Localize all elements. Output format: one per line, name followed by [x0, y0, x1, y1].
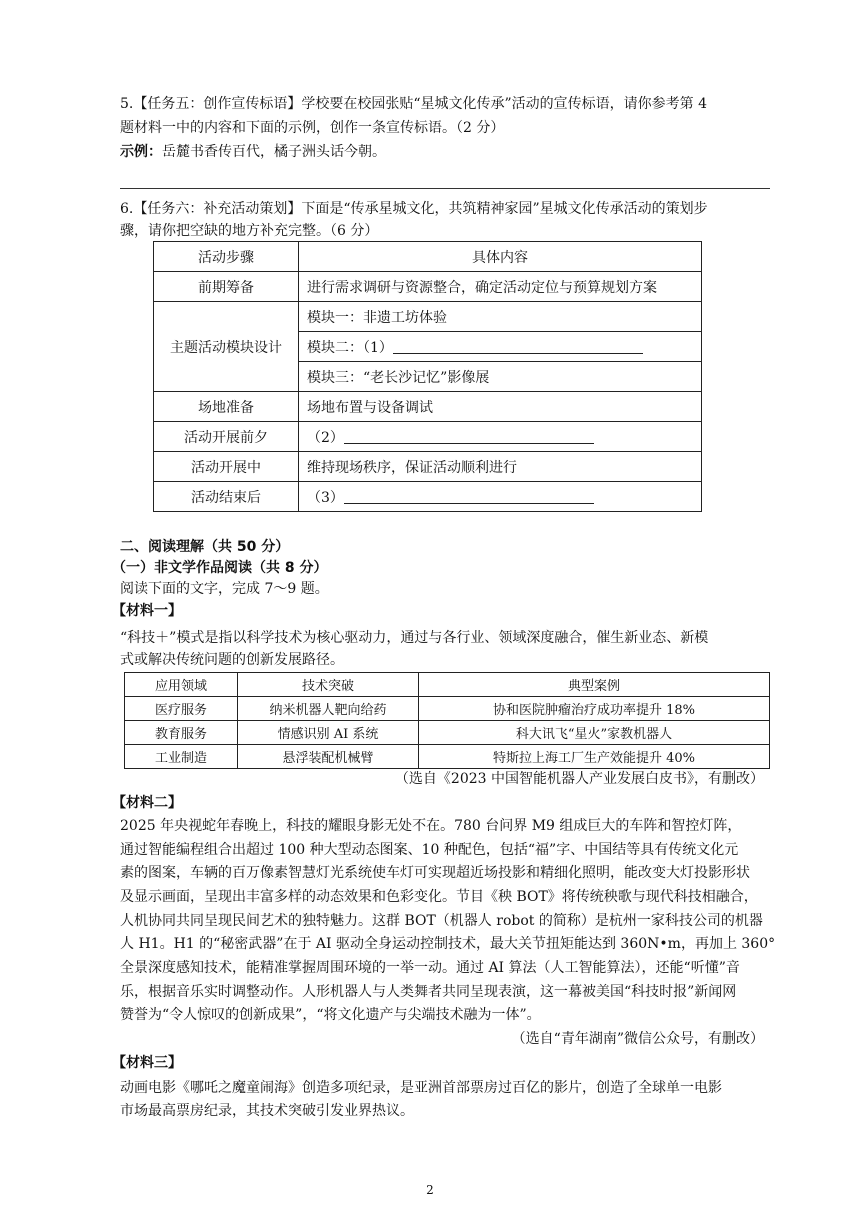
tech-cell: 协和医院肿瘤治疗成功率提升 18%	[419, 697, 770, 721]
material1-line2: 式或解决传统问题的创新发展路径。	[120, 652, 344, 668]
plan-content: 模块一：非遗工坊体验	[299, 302, 702, 332]
activity-plan-table	[153, 241, 702, 512]
task6-line1: 6.【任务六：补充活动策划】下面是“传承星城文化，共筑精神家园”星城文化传承活动的策划步	[120, 201, 708, 217]
blank-label: （2）	[307, 429, 344, 446]
blank-line[interactable]	[393, 339, 643, 354]
material3-line1: 动画电影《哪吒之魔童闹海》创造多项纪录，是亚洲首部票房过百亿的影片，创造了全球单一电影	[120, 1080, 722, 1096]
blank-line[interactable]	[344, 489, 594, 504]
tech-cell: 科大讯飞“星火”家教机器人	[419, 721, 770, 745]
task5-line2: 题材料一中的内容和下面的示例，创作一条宣传标语。（2 分）	[120, 120, 505, 136]
tech-cell: 工业制造	[125, 745, 238, 769]
plan-content: 进行需求调研与资源整合，确定活动定位与预算规划方案	[299, 272, 702, 302]
example-text: 岳麓书香传百代，橘子洲头话今朝。	[162, 144, 386, 160]
task5-example	[120, 141, 386, 163]
instruction: 阅读下面的文字，完成 7～9 题。	[120, 581, 329, 597]
material1-source: （选自《2023 中国智能机器人产业发展白皮书》，有删改）	[394, 771, 764, 787]
plan-step: 主题活动模块设计	[154, 302, 299, 392]
tech-header: 技术突破	[238, 673, 419, 697]
plan-content: 维持现场秩序，保证活动顺利进行	[299, 452, 702, 482]
plan-content: 模块三：“老长沙记忆”影像展	[299, 362, 702, 392]
tech-header: 应用领域	[125, 673, 238, 697]
tech-cell: 医疗服务	[125, 697, 238, 721]
plan-content-blank-2[interactable]	[299, 422, 702, 452]
plan-content-blank-1[interactable]	[299, 332, 702, 362]
answer-line	[120, 188, 770, 189]
material2-line: 及显示画面，呈现出丰富多样的动态效果和色彩变化。节目《秧 BOT》将传统秧歌与现代科技相融合，	[120, 889, 758, 905]
tech-cell: 教育服务	[125, 721, 238, 745]
tech-header: 典型案例	[419, 673, 770, 697]
plan-step: 活动开展前夕	[154, 422, 299, 452]
material2-line: 2025 年央视蛇年春晚上，科技的耀眼身影无处不在。780 台问界 M9 组成巨大的车阵和智控灯阵，	[120, 818, 742, 834]
material2-line: 通过智能编程组合出超过 100 种大型动态图案、10 种配色，包括“福”字、中国结等具有传统文化元	[120, 842, 739, 858]
page-number: 2	[426, 1183, 434, 1197]
material1-line1: “科技＋”模式是指以科学技术为核心驱动力，通过与各行业、领域深度融合，催生新业态、新模	[120, 630, 709, 646]
section-title: 二、阅读理解（共 50 分）	[120, 539, 290, 555]
material2-line: 人机协同共同呈现民间艺术的独特魅力。这群 BOT（机器人 robot 的简称）是杭州一家科技公司的机器	[120, 913, 763, 929]
blank-label: 模块二：（1）	[307, 339, 393, 356]
plan-header-step: 活动步骤	[154, 242, 299, 272]
plan-step: 前期筹备	[154, 272, 299, 302]
plan-content-blank-3[interactable]	[299, 482, 702, 512]
tech-cell: 情感识别 AI 系统	[238, 721, 419, 745]
task6-line2: 骤，请你把空缺的地方补充完整。（6 分）	[120, 223, 379, 239]
table-row	[125, 697, 770, 721]
plan-header-content: 具体内容	[299, 242, 702, 272]
tech-cell: 特斯拉上海工厂生产效能提升 40%	[419, 745, 770, 769]
plan-step: 活动开展中	[154, 452, 299, 482]
material2-label: 【材料二】	[112, 795, 182, 811]
tech-table	[124, 672, 770, 769]
material1-label: 【材料一】	[112, 603, 182, 619]
plan-content: 场地布置与设备调试	[299, 392, 702, 422]
material2-line: 赞誉为“令人惊叹的创新成果”，“将文化遗产与尖端技术融为一体”。	[120, 1007, 541, 1023]
material2-line: 素的图案，车辆的百万像素智慧灯光系统使车灯可实现超近场投影和精细化照明，能改变大灯投影形状	[120, 865, 750, 881]
table-row	[125, 721, 770, 745]
blank-line[interactable]	[344, 429, 594, 444]
subsection-title: （一）非文学作品阅读（共 8 分）	[112, 560, 328, 576]
material2-source: （选自“青年湖南”微信公众号，有删改）	[511, 1031, 764, 1047]
material2-line: 人 H1。H1 的“秘密武器”在于 AI 驱动全身运动控制技术，最大关节扭矩能达到 360N•m，再加上 360°	[120, 936, 776, 952]
plan-step: 场地准备	[154, 392, 299, 422]
table-row	[125, 745, 770, 769]
tech-cell: 悬浮装配机械臂	[238, 745, 419, 769]
material3-label: 【材料三】	[112, 1055, 182, 1071]
tech-cell: 纳米机器人靶向给药	[238, 697, 419, 721]
material3-line2: 市场最高票房纪录，其技术突破引发业界热议。	[120, 1103, 414, 1119]
material2-line: 全景深度感知技术，能精准掌握周围环境的一举一动。通过 AI 算法（人工智能算法），还能“听懂”音	[120, 960, 740, 976]
material2-line: 乐，根据音乐实时调整动作。人形机器人与人类舞者共同呈现表演，这一幕被美国“科技时报”新闻网	[120, 984, 737, 1000]
task5-line1: 5.【任务五：创作宣传标语】学校要在校园张贴“星城文化传承”活动的宣传标语，请你参考第 4	[120, 96, 708, 112]
blank-label: （3）	[307, 489, 344, 506]
plan-step: 活动结束后	[154, 482, 299, 512]
example-label: 示例：	[120, 144, 162, 160]
